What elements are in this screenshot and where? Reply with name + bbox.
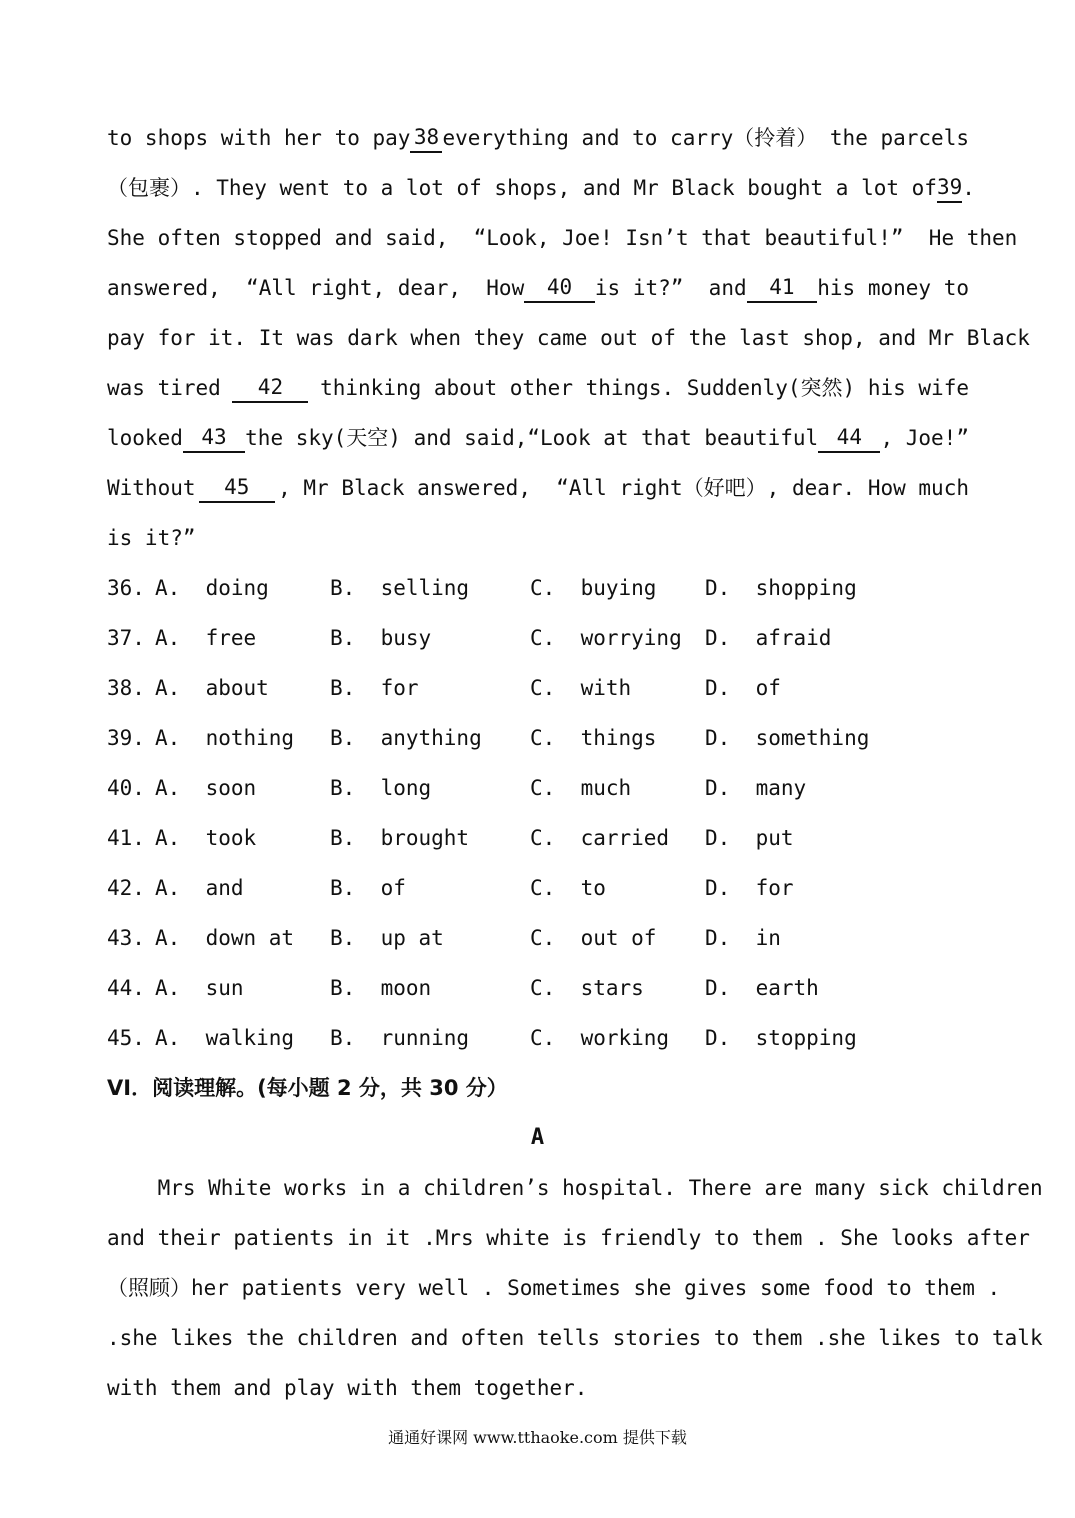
- reading-line: [107, 1270, 1001, 1306]
- passage-text: thinking about other things. Suddenly(突然) his wife: [320, 376, 969, 400]
- passage-text: everything and to carry（拎着） the parcels: [442, 126, 969, 150]
- option-c: C. with: [530, 676, 632, 700]
- passage-text: to shops with her to pay: [107, 126, 411, 150]
- question-number: 40.: [107, 776, 145, 800]
- passage-text: was tired: [107, 376, 221, 400]
- passage-line: [107, 370, 969, 406]
- passage-line: [107, 320, 1030, 356]
- question-row: [107, 970, 969, 1006]
- option-a: A. took: [155, 826, 257, 850]
- option-a: A. sun: [155, 976, 244, 1000]
- reading-text: and their patients in it .Mrs white is friendly to them . She looks after: [107, 1226, 1030, 1250]
- section-title: VI．阅读理解。(每小题 2 分，共 30 分）: [107, 1076, 508, 1100]
- option-a: A. nothing: [155, 726, 295, 750]
- passage-text: looked: [107, 426, 183, 450]
- passage-text: pay for it. It was dark when they came out of the last shop, and Mr Black: [107, 326, 1030, 350]
- page-footer: 通通好课网 www.tthaoke.com 提供下载: [388, 1428, 687, 1447]
- question-row: [107, 1020, 969, 1056]
- passage-text: （包裹）. They went to a lot of shops, and Mr Black bought a lot of: [107, 176, 937, 200]
- option-b: B. up at: [330, 926, 444, 950]
- blank-44: 44: [818, 423, 880, 453]
- passage-line: [107, 520, 969, 556]
- reading-text: .she likes the children and often tells stories to them .she likes to talk: [107, 1326, 1043, 1350]
- question-number: 43.: [107, 926, 145, 950]
- option-a: A. walking: [155, 1026, 295, 1050]
- passage-text: is it?”: [107, 526, 196, 550]
- option-a: A. about: [155, 676, 269, 700]
- question-number: 42.: [107, 876, 145, 900]
- passage-letter: A: [530, 1125, 545, 1150]
- blank-43: 43: [183, 423, 245, 453]
- option-b: B. running: [330, 1026, 470, 1050]
- question-number: 45.: [107, 1026, 145, 1050]
- question-row: [107, 620, 969, 656]
- option-c: C. things: [530, 726, 657, 750]
- option-a: A. free: [155, 626, 257, 650]
- option-d: D. stopping: [705, 1026, 857, 1050]
- question-number: 38.: [107, 676, 145, 700]
- question-number: 44.: [107, 976, 145, 1000]
- question-row: [107, 820, 969, 856]
- option-d: D. of: [705, 676, 781, 700]
- option-b: B. long: [330, 776, 432, 800]
- option-c: C. buying: [530, 576, 657, 600]
- passage-text: She often stopped and said, “Look, Joe! Isn’t that beautiful!” He then: [107, 226, 1018, 250]
- option-d: D. put: [705, 826, 794, 850]
- reading-line: [107, 1370, 969, 1406]
- question-row: [107, 570, 969, 606]
- option-d: D. afraid: [705, 626, 832, 650]
- passage-text: , Mr Black answered, “All right（好吧）, dear. How much: [278, 476, 969, 500]
- option-b: B. busy: [330, 626, 432, 650]
- reading-line: [107, 1220, 1030, 1256]
- option-a: A. soon: [155, 776, 257, 800]
- option-c: C. to: [530, 876, 606, 900]
- blank-42: 42: [232, 373, 308, 403]
- question-row: [107, 770, 969, 806]
- option-b: B. anything: [330, 726, 482, 750]
- option-c: C. worrying: [530, 626, 682, 650]
- question-row: [107, 720, 969, 756]
- option-d: D. in: [705, 926, 781, 950]
- option-d: D. something: [705, 726, 870, 750]
- option-a: A. and: [155, 876, 244, 900]
- blank-38: 38: [410, 123, 442, 153]
- passage-text: answered, “All right, dear, How: [107, 276, 525, 300]
- option-b: B. for: [330, 676, 419, 700]
- option-c: C. much: [530, 776, 632, 800]
- blank-40: 40: [524, 273, 595, 303]
- question-row: [107, 670, 969, 706]
- blank-39: 39: [937, 173, 962, 203]
- question-number: 39.: [107, 726, 145, 750]
- option-a: A. down at: [155, 926, 295, 950]
- option-c: C. out of: [530, 926, 657, 950]
- passage-line: [107, 220, 1018, 256]
- option-d: D. earth: [705, 976, 819, 1000]
- passage-text: , Joe!”: [880, 426, 969, 450]
- option-b: B. moon: [330, 976, 432, 1000]
- passage-line: [107, 270, 969, 306]
- reading-line: [107, 1170, 1043, 1206]
- question-number: 41.: [107, 826, 145, 850]
- option-b: B. brought: [330, 826, 470, 850]
- reading-text: Mrs White works in a children’s hospital. There are many sick children: [107, 1176, 1043, 1200]
- question-number: 36.: [107, 576, 145, 600]
- passage-text: Without: [107, 476, 196, 500]
- reading-text: （照顾）her patients very well . Sometimes she gives some food to them .: [107, 1276, 1001, 1300]
- option-d: D. many: [705, 776, 807, 800]
- passage-line: [107, 420, 969, 456]
- reading-text: with them and play with them together.: [107, 1376, 588, 1400]
- passage-text: the sky(天空) and said,“Look at that beautiful: [245, 426, 819, 450]
- question-row: [107, 870, 969, 906]
- option-d: D. shopping: [705, 576, 857, 600]
- question-number: 37.: [107, 626, 145, 650]
- passage-line: [107, 470, 969, 506]
- reading-line: [107, 1320, 1043, 1356]
- passage-line: [107, 120, 969, 156]
- passage-text: .: [962, 176, 975, 200]
- option-d: D. for: [705, 876, 794, 900]
- blank-45: 45: [199, 473, 275, 503]
- option-c: C. working: [530, 1026, 670, 1050]
- option-c: C. carried: [530, 826, 670, 850]
- passage-text: his money to: [817, 276, 969, 300]
- option-b: B. selling: [330, 576, 470, 600]
- passage-line: [107, 170, 975, 206]
- question-row: [107, 920, 969, 956]
- passage-text: is it?” and: [594, 276, 747, 300]
- option-b: B. of: [330, 876, 406, 900]
- option-a: A. doing: [155, 576, 269, 600]
- blank-41: 41: [747, 273, 818, 303]
- option-c: C. stars: [530, 976, 644, 1000]
